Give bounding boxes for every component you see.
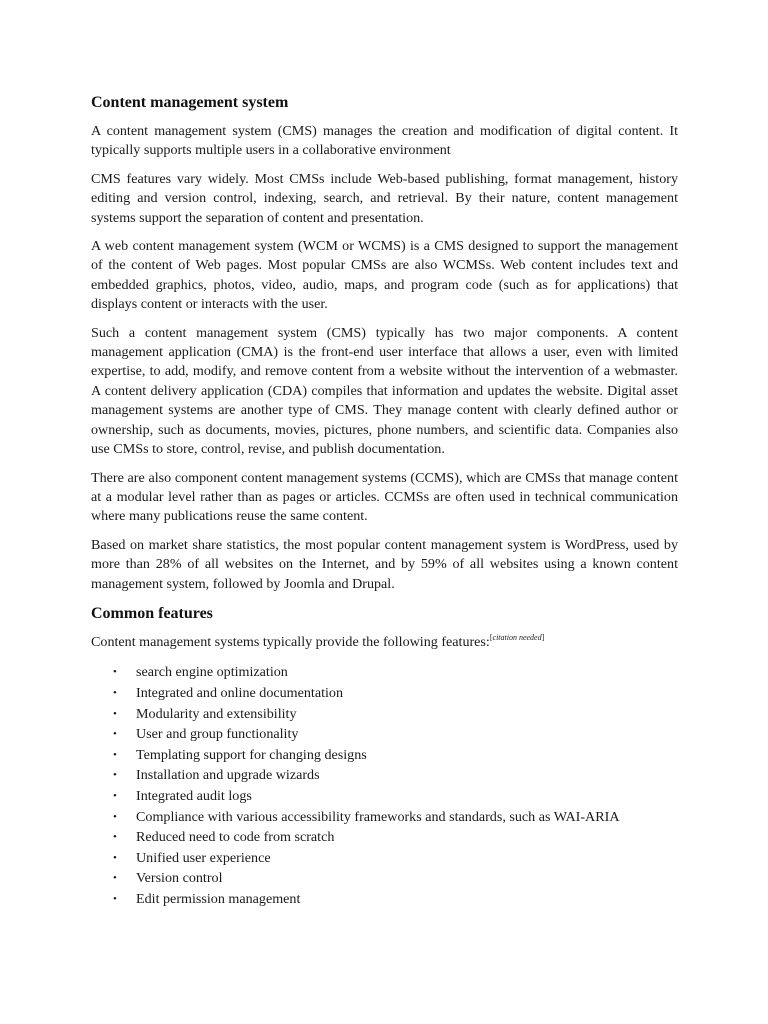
bullet-icon: • bbox=[113, 728, 117, 741]
list-item-text: search engine optimization bbox=[136, 664, 288, 681]
paragraph-ccms: There are also component content management systems (CCMS), which are CMSs that manage content at a modular level rather than as pages or articles. CCMSs are often used in technical communication where many publications reuse the same content. bbox=[91, 469, 678, 525]
bullet-icon: • bbox=[113, 789, 117, 802]
document-page bbox=[91, 92, 678, 909]
bullet-icon: • bbox=[113, 686, 117, 699]
bullet-icon: • bbox=[113, 831, 117, 844]
bullet-icon: • bbox=[113, 872, 117, 885]
bullet-icon: • bbox=[113, 707, 117, 720]
list-item bbox=[91, 745, 678, 766]
list-item-text: Installation and upgrade wizards bbox=[136, 767, 320, 784]
paragraph-wcms: A web content management system (WCM or WCMS) is a CMS designed to support the management of the content of Web pages. Most popular CMSs are also WCMSs. Web content includes text and embedded graphics, photos, video, audio, maps, and program code (such as for applications) that displays content or interacts with the user. bbox=[91, 238, 678, 313]
list-item-text: Edit permission management bbox=[136, 890, 301, 907]
paragraph-market-share: Based on market share statistics, the most popular content management system is WordPress, used by more than 28% of all websites on the Internet, and by 59% of all websites using a known content management system, followed by Joomla and Drupal. bbox=[91, 536, 678, 592]
paragraph-features: CMS features vary widely. Most CMSs include Web-based publishing, format management, history editing and version control, indexing, search, and retrieval. By their nature, content management systems support the separation of content and presentation. bbox=[91, 170, 678, 226]
list-item-text: Integrated audit logs bbox=[136, 787, 252, 804]
list-item bbox=[91, 807, 678, 828]
list-item-text: User and group functionality bbox=[136, 726, 299, 743]
list-item bbox=[91, 662, 678, 683]
list-item-text: Unified user experience bbox=[136, 849, 271, 866]
list-item bbox=[91, 848, 678, 869]
list-item bbox=[91, 786, 678, 807]
list-item-text: Modularity and extensibility bbox=[136, 705, 297, 722]
bullet-icon: • bbox=[113, 892, 117, 905]
bullet-icon: • bbox=[113, 666, 117, 679]
features-intro bbox=[91, 633, 678, 652]
list-item bbox=[91, 889, 678, 910]
citation-open-bracket: [ bbox=[489, 632, 493, 642]
paragraph-intro: A content management system (CMS) manages the creation and modification of digital content. It typically supports multiple users in a collaborative environment bbox=[91, 123, 678, 159]
list-item bbox=[91, 683, 678, 704]
section-heading-common-features: Common features bbox=[91, 604, 213, 622]
list-item-text: Compliance with various accessibility frameworks and standards, such as WAI-ARIA bbox=[136, 808, 620, 825]
page-title: Content management system bbox=[91, 94, 289, 111]
bullet-icon: • bbox=[113, 851, 117, 864]
list-item bbox=[91, 827, 678, 848]
citation-close-bracket: ] bbox=[541, 632, 545, 642]
list-item bbox=[91, 724, 678, 745]
list-item bbox=[91, 765, 678, 786]
bullet-icon: • bbox=[113, 810, 117, 823]
features-intro-text: Content management systems typically provide the following features: bbox=[91, 633, 490, 650]
bullet-icon: • bbox=[113, 748, 117, 761]
features-list bbox=[91, 662, 678, 909]
citation-needed-link[interactable] bbox=[490, 633, 544, 642]
list-item-text: Templating support for changing designs bbox=[136, 746, 367, 763]
list-item-text: Integrated and online documentation bbox=[136, 684, 344, 701]
list-item bbox=[91, 704, 678, 725]
paragraph-components: Such a content management system (CMS) typically has two major components. A content management application (CMA) is the front-end user interface that allows a user, even with limited expertise, to add, modify, and remove content from a website without the intervention of a webmaster. A content delivery application (CDA) compiles that information and updates the website. Digital asset management systems are another type of CMS. They manage content with clearly defined author or ownership, such as documents, movies, pictures, phone numbers, and scientific data. Companies also use CMSs to store, control, revise, and publish documentation. bbox=[91, 324, 678, 458]
citation-text: citation needed bbox=[492, 632, 542, 642]
list-item-text: Reduced need to code from scratch bbox=[136, 829, 335, 846]
bullet-icon: • bbox=[113, 769, 117, 782]
list-item-text: Version control bbox=[136, 870, 223, 887]
list-item bbox=[91, 868, 678, 889]
